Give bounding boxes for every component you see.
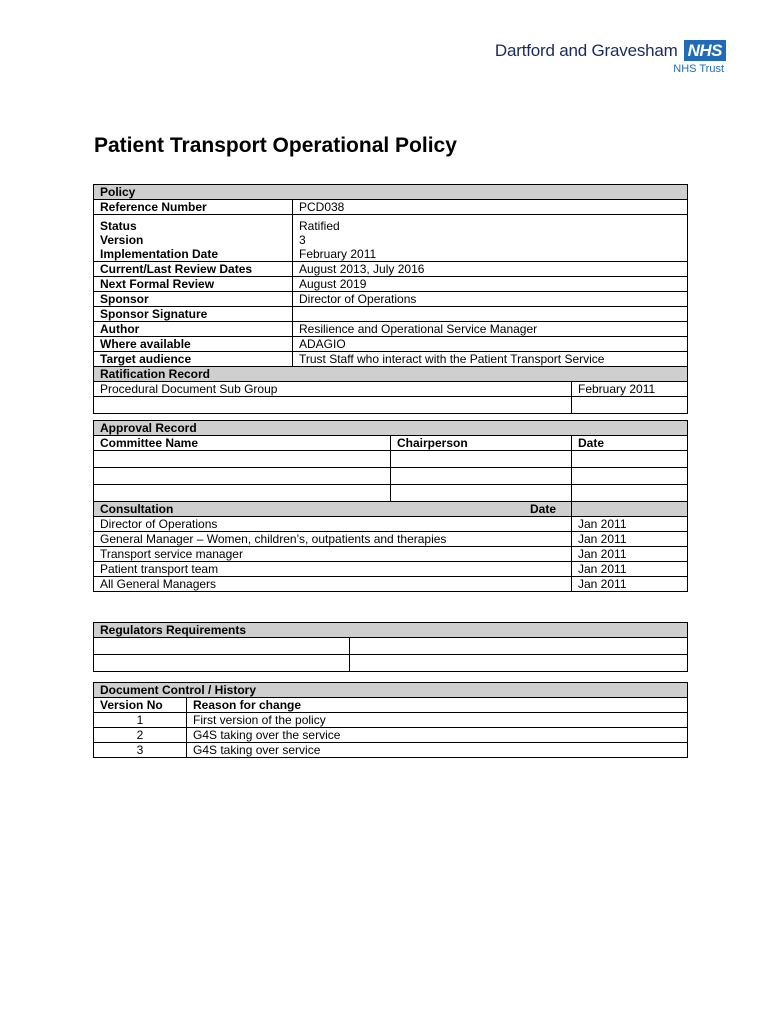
ratification-row bbox=[94, 381, 688, 396]
ratification-group: Procedural Document Sub Group bbox=[94, 381, 572, 396]
consultation-row bbox=[94, 561, 688, 576]
ratification-header: Ratification Record bbox=[94, 366, 688, 381]
approval-columns-row bbox=[94, 435, 688, 450]
approval-empty-row bbox=[94, 484, 688, 501]
policy-row bbox=[94, 276, 688, 291]
approval-empty-row bbox=[94, 450, 688, 467]
history-header-row bbox=[94, 683, 688, 698]
empty-cell bbox=[572, 396, 688, 413]
policy-label: Next Formal Review bbox=[94, 276, 293, 291]
history-table bbox=[93, 682, 688, 758]
consultation-date: Jan 2011 bbox=[572, 576, 688, 591]
policy-row bbox=[94, 219, 688, 233]
empty-cell bbox=[350, 655, 688, 672]
nhs-logo-mark: NHS bbox=[684, 40, 726, 61]
history-version: 1 bbox=[94, 713, 187, 728]
history-row bbox=[94, 713, 688, 728]
consultation-row bbox=[94, 531, 688, 546]
policy-value: 3 bbox=[293, 233, 688, 247]
approval-header-row bbox=[94, 420, 688, 435]
policy-label: Author bbox=[94, 321, 293, 336]
committee-name-header: Committee Name bbox=[94, 435, 391, 450]
ratification-header-row bbox=[94, 366, 688, 381]
policy-value: August 2019 bbox=[293, 276, 688, 291]
policy-row bbox=[94, 261, 688, 276]
consultation-name: General Manager – Women, children’s, outpatients and therapies bbox=[94, 531, 572, 546]
policy-value: PCD038 bbox=[293, 200, 688, 215]
regulators-empty-row bbox=[94, 638, 688, 655]
empty-cell bbox=[572, 484, 688, 501]
empty-cell bbox=[94, 638, 350, 655]
empty-cell bbox=[572, 450, 688, 467]
history-reason: First version of the policy bbox=[187, 713, 688, 728]
consultation-date: Jan 2011 bbox=[572, 561, 688, 576]
empty-cell bbox=[94, 484, 391, 501]
policy-value: Trust Staff who interact with the Patient Transport Service bbox=[293, 351, 688, 366]
trust-name: Dartford and Gravesham bbox=[494, 40, 678, 60]
empty-cell bbox=[94, 467, 391, 484]
policy-label: Implementation Date bbox=[94, 247, 293, 262]
ratification-empty-row bbox=[94, 396, 688, 413]
consultation-row bbox=[94, 546, 688, 561]
ratification-date: February 2011 bbox=[572, 381, 688, 396]
policy-label: Reference Number bbox=[94, 200, 293, 215]
consultation-date: Jan 2011 bbox=[572, 516, 688, 531]
policy-value: ADAGIO bbox=[293, 336, 688, 351]
empty-cell bbox=[94, 450, 391, 467]
history-version: 2 bbox=[94, 728, 187, 743]
history-header: Document Control / History bbox=[94, 683, 688, 698]
empty-cell bbox=[572, 467, 688, 484]
consultation-name: Patient transport team bbox=[94, 561, 572, 576]
consultation-name: Director of Operations bbox=[94, 516, 572, 531]
policy-label: Sponsor bbox=[94, 291, 293, 306]
empty-cell bbox=[391, 484, 572, 501]
policy-header: Policy bbox=[94, 185, 688, 200]
policy-row bbox=[94, 336, 688, 351]
policy-row bbox=[94, 306, 688, 321]
policy-label: Target audience bbox=[94, 351, 293, 366]
regulators-header-row bbox=[94, 623, 688, 638]
chairperson-header: Chairperson bbox=[391, 435, 572, 450]
policy-row bbox=[94, 200, 688, 215]
regulators-table bbox=[93, 622, 688, 672]
consultation-date: Jan 2011 bbox=[572, 531, 688, 546]
approval-empty-row bbox=[94, 467, 688, 484]
empty-cell bbox=[391, 450, 572, 467]
empty-cell bbox=[94, 396, 572, 413]
trust-subtitle: NHS Trust bbox=[673, 63, 724, 75]
version-no-header: Version No bbox=[94, 698, 187, 713]
history-columns-row bbox=[94, 698, 688, 713]
history-reason: G4S taking over service bbox=[187, 743, 688, 758]
policy-value: February 2011 bbox=[293, 247, 688, 262]
page-title: Patient Transport Operational Policy bbox=[94, 134, 457, 157]
empty-cell bbox=[391, 467, 572, 484]
consultation-name: All General Managers bbox=[94, 576, 572, 591]
empty-cell bbox=[94, 655, 350, 672]
policy-row bbox=[94, 321, 688, 336]
approval-date-header: Date bbox=[572, 435, 688, 450]
policy-label: Sponsor Signature bbox=[94, 306, 293, 321]
history-reason: G4S taking over the service bbox=[187, 728, 688, 743]
history-row bbox=[94, 743, 688, 758]
trust-logo bbox=[495, 40, 726, 75]
policy-row bbox=[94, 233, 688, 247]
policy-value: Resilience and Operational Service Manager bbox=[293, 321, 688, 336]
history-version: 3 bbox=[94, 743, 187, 758]
history-row bbox=[94, 728, 688, 743]
consultation-name: Transport service manager bbox=[94, 546, 572, 561]
reason-header: Reason for change bbox=[187, 698, 688, 713]
policy-label: Version bbox=[94, 233, 293, 247]
consultation-header: Consultation bbox=[94, 501, 572, 516]
consultation-date: Jan 2011 bbox=[572, 546, 688, 561]
regulators-header: Regulators Requirements bbox=[94, 623, 688, 638]
policy-row bbox=[94, 351, 688, 366]
policy-row bbox=[94, 291, 688, 306]
spacer-row bbox=[94, 413, 688, 420]
regulators-empty-row bbox=[94, 655, 688, 672]
policy-table bbox=[93, 184, 688, 592]
policy-row bbox=[94, 247, 688, 262]
policy-label: Status bbox=[94, 219, 293, 233]
consultation-header-row bbox=[94, 501, 688, 516]
approval-header: Approval Record bbox=[94, 420, 688, 435]
consultation-date-header: Date bbox=[572, 501, 688, 516]
consultation-row bbox=[94, 576, 688, 591]
empty-cell bbox=[350, 638, 688, 655]
policy-value bbox=[293, 306, 688, 321]
policy-label: Where available bbox=[94, 336, 293, 351]
policy-label: Current/Last Review Dates bbox=[94, 261, 293, 276]
policy-header-row bbox=[94, 185, 688, 200]
policy-value: Ratified bbox=[293, 219, 688, 233]
policy-value: August 2013, July 2016 bbox=[293, 261, 688, 276]
policy-value: Director of Operations bbox=[293, 291, 688, 306]
consultation-row bbox=[94, 516, 688, 531]
